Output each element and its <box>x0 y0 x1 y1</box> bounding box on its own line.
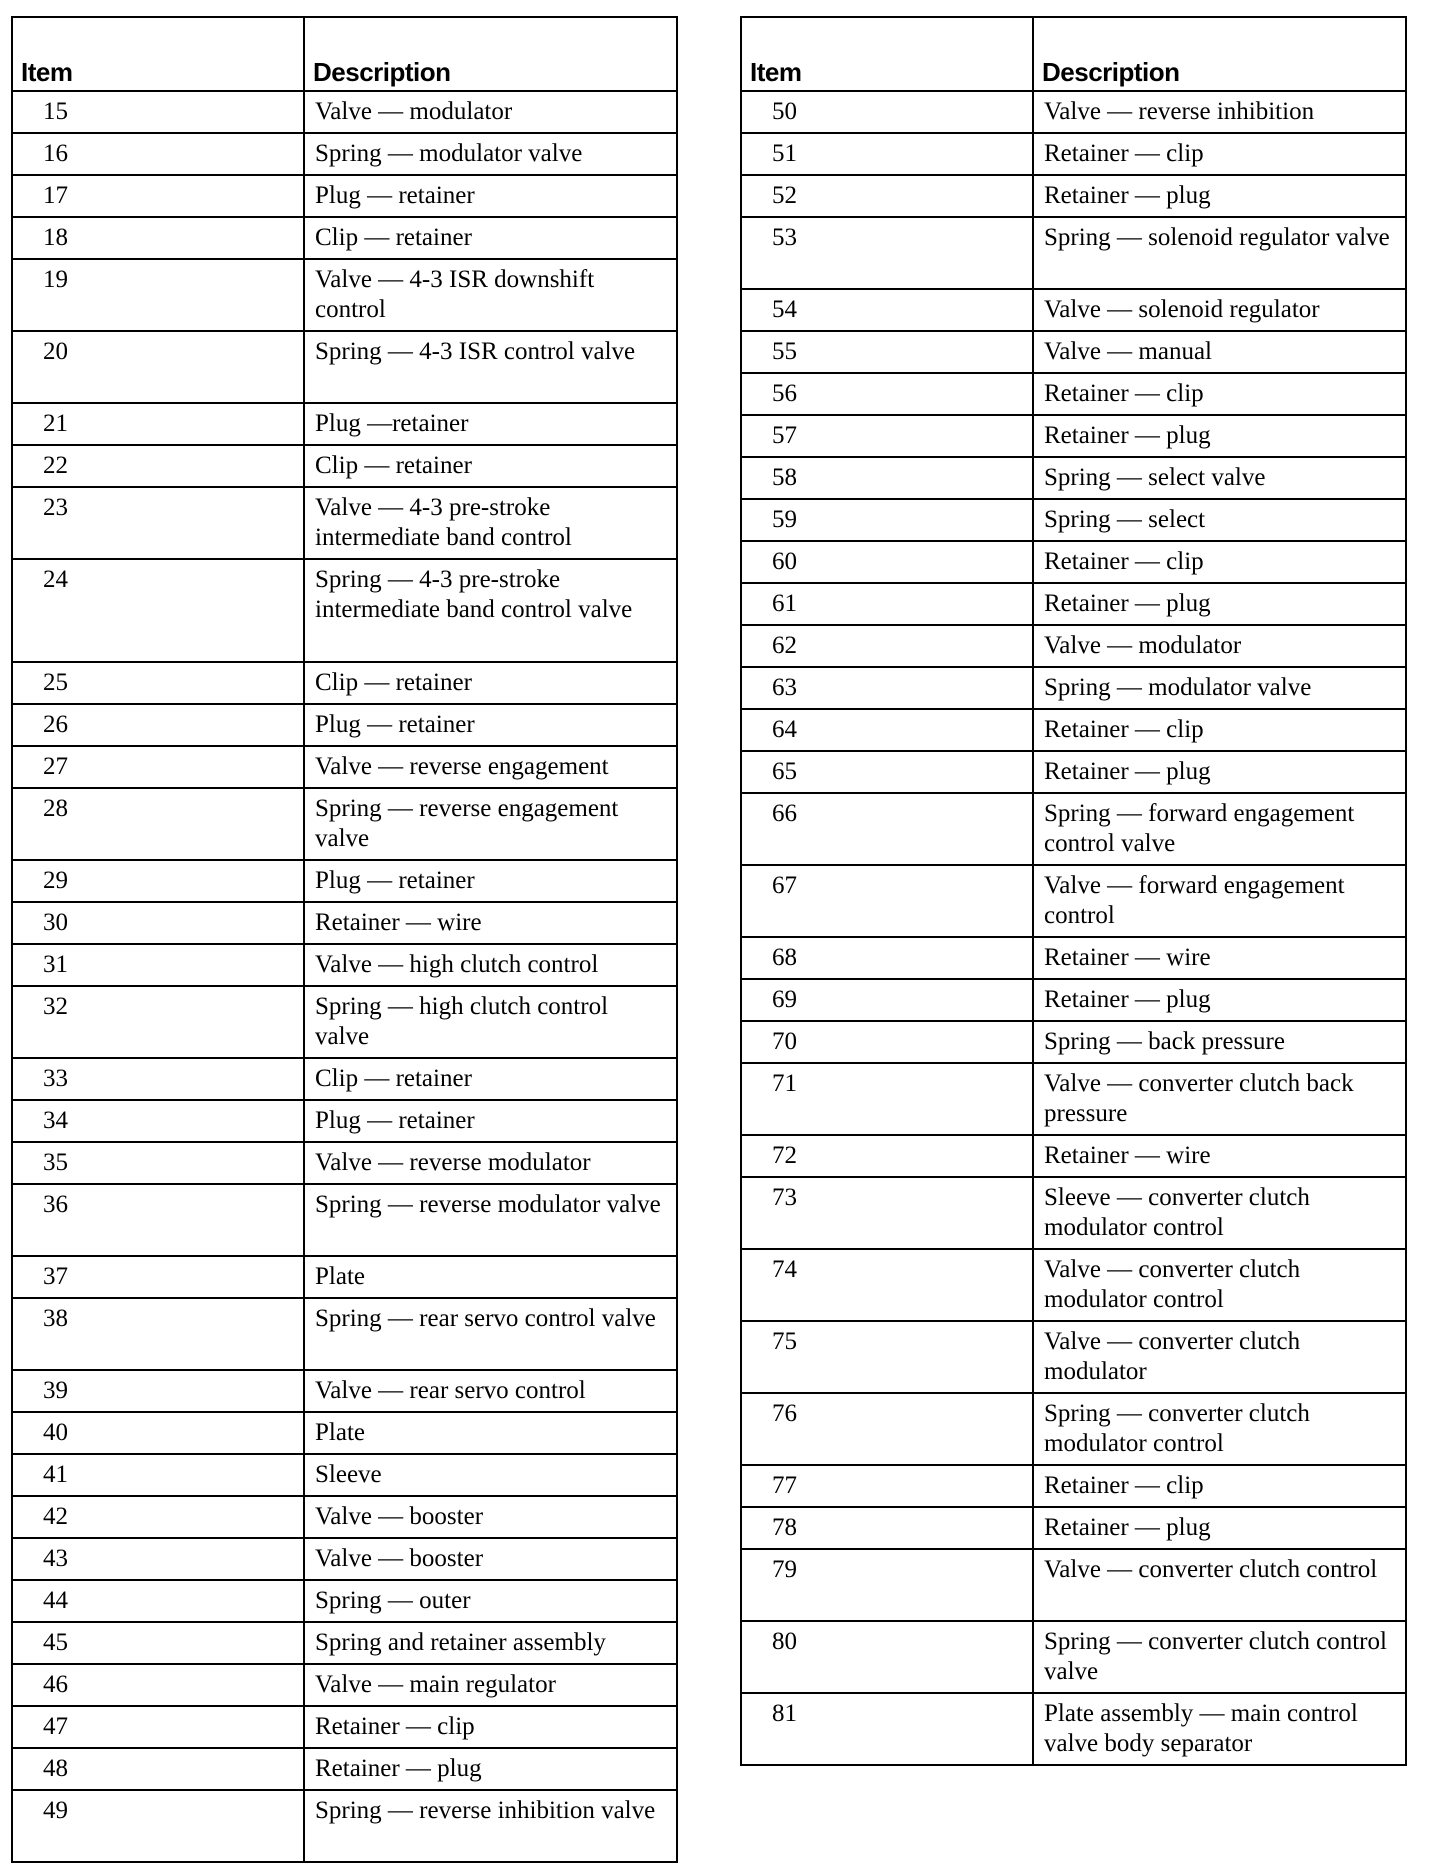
table-row <box>741 1321 1406 1393</box>
item-number-cell: 23 <box>12 487 304 559</box>
item-number-cell: 81 <box>741 1693 1033 1765</box>
right-table-body <box>741 91 1406 1765</box>
item-number-cell: 79 <box>741 1549 1033 1621</box>
table-row <box>12 331 677 403</box>
table-row <box>12 1298 677 1370</box>
item-number-cell: 72 <box>741 1135 1033 1177</box>
item-description-cell: Retainer — plug <box>1033 583 1406 625</box>
table-row <box>12 1748 677 1790</box>
table-row <box>741 289 1406 331</box>
item-description-cell: Retainer — plug <box>1033 175 1406 217</box>
table-row <box>12 91 677 133</box>
item-number-cell: 20 <box>12 331 304 403</box>
table-row <box>12 662 677 704</box>
item-description-cell: Plug — retainer <box>304 1100 677 1142</box>
item-number-cell: 43 <box>12 1538 304 1580</box>
item-description-cell: Valve — 4-3 pre-stroke intermediate band control <box>304 487 677 559</box>
table-row <box>741 133 1406 175</box>
item-description-cell: Spring — back pressure <box>1033 1021 1406 1063</box>
item-number-cell: 16 <box>12 133 304 175</box>
item-description-cell: Plate assembly — main control valve body separator <box>1033 1693 1406 1765</box>
table-row <box>12 704 677 746</box>
item-description-cell: Valve — solenoid regulator <box>1033 289 1406 331</box>
table-row <box>12 986 677 1058</box>
table-row <box>12 860 677 902</box>
item-description-cell: Spring — modulator valve <box>1033 667 1406 709</box>
item-number-cell: 46 <box>12 1664 304 1706</box>
item-description-cell: Retainer — plug <box>1033 415 1406 457</box>
item-number-cell: 22 <box>12 445 304 487</box>
item-description-cell: Spring — select <box>1033 499 1406 541</box>
table-row <box>12 1622 677 1664</box>
item-description-cell: Clip — retainer <box>304 445 677 487</box>
item-description-cell: Valve — manual <box>1033 331 1406 373</box>
item-number-cell: 31 <box>12 944 304 986</box>
item-number-cell: 21 <box>12 403 304 445</box>
item-description-cell: Spring and retainer assembly <box>304 1622 677 1664</box>
item-number-cell: 60 <box>741 541 1033 583</box>
item-description-cell: Spring — reverse modulator valve <box>304 1184 677 1256</box>
item-column-header: Item <box>741 17 1033 91</box>
table-row <box>12 1538 677 1580</box>
item-number-cell: 53 <box>741 217 1033 289</box>
item-description-cell: Spring — high clutch control valve <box>304 986 677 1058</box>
table-row <box>741 91 1406 133</box>
item-description-cell: Retainer — clip <box>1033 541 1406 583</box>
item-description-cell: Retainer — plug <box>1033 751 1406 793</box>
item-description-cell: Retainer — clip <box>1033 1465 1406 1507</box>
item-description-cell: Sleeve <box>304 1454 677 1496</box>
item-number-cell: 40 <box>12 1412 304 1454</box>
item-number-cell: 74 <box>741 1249 1033 1321</box>
table-row <box>741 667 1406 709</box>
table-row <box>741 1063 1406 1135</box>
table-row <box>741 709 1406 751</box>
table-row <box>741 1507 1406 1549</box>
table-row <box>741 937 1406 979</box>
item-description-cell: Plug — retainer <box>304 860 677 902</box>
item-number-cell: 48 <box>12 1748 304 1790</box>
item-column-header: Item <box>12 17 304 91</box>
item-number-cell: 62 <box>741 625 1033 667</box>
item-description-cell: Plug — retainer <box>304 175 677 217</box>
item-description-cell: Sleeve — converter clutch modulator control <box>1033 1177 1406 1249</box>
item-number-cell: 59 <box>741 499 1033 541</box>
item-number-cell: 28 <box>12 788 304 860</box>
table-row <box>12 1790 677 1862</box>
table-row <box>12 133 677 175</box>
item-description-cell: Valve — 4-3 ISR downshift control <box>304 259 677 331</box>
table-row <box>741 1549 1406 1621</box>
table-row <box>12 445 677 487</box>
item-description-cell: Valve — reverse modulator <box>304 1142 677 1184</box>
table-header-row <box>12 17 677 91</box>
item-description-cell: Spring — reverse inhibition valve <box>304 1790 677 1862</box>
item-number-cell: 51 <box>741 133 1033 175</box>
item-number-cell: 71 <box>741 1063 1033 1135</box>
item-number-cell: 52 <box>741 175 1033 217</box>
item-number-cell: 68 <box>741 937 1033 979</box>
right-parts-table <box>740 16 1407 1766</box>
item-description-cell: Valve — booster <box>304 1496 677 1538</box>
table-row <box>12 175 677 217</box>
table-row <box>741 583 1406 625</box>
item-description-cell: Retainer — clip <box>1033 709 1406 751</box>
table-row <box>12 1496 677 1538</box>
item-number-cell: 80 <box>741 1621 1033 1693</box>
table-row <box>741 1393 1406 1465</box>
item-number-cell: 38 <box>12 1298 304 1370</box>
item-number-cell: 69 <box>741 979 1033 1021</box>
item-description-cell: Retainer — plug <box>1033 979 1406 1021</box>
item-description-cell: Spring — solenoid regulator valve <box>1033 217 1406 289</box>
item-description-cell: Spring — rear servo control valve <box>304 1298 677 1370</box>
item-number-cell: 77 <box>741 1465 1033 1507</box>
table-row <box>741 865 1406 937</box>
item-number-cell: 27 <box>12 746 304 788</box>
item-description-cell: Clip — retainer <box>304 217 677 259</box>
item-number-cell: 56 <box>741 373 1033 415</box>
left-table-body <box>12 91 677 1862</box>
table-row <box>12 1142 677 1184</box>
table-row <box>741 1135 1406 1177</box>
item-description-cell: Valve — converter clutch back pressure <box>1033 1063 1406 1135</box>
table-row <box>741 1693 1406 1765</box>
item-number-cell: 73 <box>741 1177 1033 1249</box>
table-row <box>741 331 1406 373</box>
item-description-cell: Valve — converter clutch modulator control <box>1033 1249 1406 1321</box>
item-description-cell: Spring — 4-3 pre-stroke intermediate band control valve <box>304 559 677 662</box>
item-number-cell: 25 <box>12 662 304 704</box>
item-description-cell: Clip — retainer <box>304 1058 677 1100</box>
item-description-cell: Plate <box>304 1256 677 1298</box>
table-row <box>741 415 1406 457</box>
table-row <box>12 403 677 445</box>
item-description-cell: Valve — main regulator <box>304 1664 677 1706</box>
item-number-cell: 29 <box>12 860 304 902</box>
item-description-cell: Retainer — clip <box>1033 133 1406 175</box>
table-row <box>12 1058 677 1100</box>
item-description-cell: Plug —retainer <box>304 403 677 445</box>
item-number-cell: 30 <box>12 902 304 944</box>
table-row <box>12 1664 677 1706</box>
table-row <box>12 217 677 259</box>
table-row <box>741 751 1406 793</box>
item-description-cell: Retainer — wire <box>1033 1135 1406 1177</box>
table-row <box>741 457 1406 499</box>
table-row <box>12 1100 677 1142</box>
item-number-cell: 67 <box>741 865 1033 937</box>
table-row <box>741 979 1406 1021</box>
item-description-cell: Plug — retainer <box>304 704 677 746</box>
item-description-cell: Spring — converter clutch modulator control <box>1033 1393 1406 1465</box>
left-parts-table <box>11 16 678 1863</box>
item-description-cell: Retainer — plug <box>304 1748 677 1790</box>
table-row <box>12 788 677 860</box>
table-row <box>12 746 677 788</box>
table-row <box>12 1706 677 1748</box>
table-row <box>741 1177 1406 1249</box>
item-number-cell: 41 <box>12 1454 304 1496</box>
table-row <box>12 1412 677 1454</box>
item-number-cell: 63 <box>741 667 1033 709</box>
item-number-cell: 17 <box>12 175 304 217</box>
item-number-cell: 24 <box>12 559 304 662</box>
table-row <box>12 1454 677 1496</box>
table-row <box>12 259 677 331</box>
table-row <box>741 217 1406 289</box>
item-description-cell: Valve — rear servo control <box>304 1370 677 1412</box>
item-number-cell: 50 <box>741 91 1033 133</box>
item-description-cell: Valve — high clutch control <box>304 944 677 986</box>
item-number-cell: 66 <box>741 793 1033 865</box>
item-number-cell: 64 <box>741 709 1033 751</box>
item-number-cell: 75 <box>741 1321 1033 1393</box>
table-row <box>741 1621 1406 1693</box>
item-number-cell: 54 <box>741 289 1033 331</box>
table-row <box>741 1465 1406 1507</box>
item-description-cell: Retainer — wire <box>1033 937 1406 979</box>
item-number-cell: 18 <box>12 217 304 259</box>
table-row <box>741 1249 1406 1321</box>
item-number-cell: 19 <box>12 259 304 331</box>
item-number-cell: 44 <box>12 1580 304 1622</box>
item-number-cell: 57 <box>741 415 1033 457</box>
item-number-cell: 26 <box>12 704 304 746</box>
item-number-cell: 76 <box>741 1393 1033 1465</box>
description-column-header: Description <box>1033 17 1406 91</box>
table-row <box>741 175 1406 217</box>
table-row <box>12 559 677 662</box>
item-description-cell: Retainer — plug <box>1033 1507 1406 1549</box>
item-number-cell: 42 <box>12 1496 304 1538</box>
item-description-cell: Valve — converter clutch modulator <box>1033 1321 1406 1393</box>
item-description-cell: Spring — modulator valve <box>304 133 677 175</box>
table-row <box>12 944 677 986</box>
table-row <box>12 487 677 559</box>
item-number-cell: 39 <box>12 1370 304 1412</box>
item-number-cell: 37 <box>12 1256 304 1298</box>
item-number-cell: 78 <box>741 1507 1033 1549</box>
item-number-cell: 33 <box>12 1058 304 1100</box>
table-row <box>741 793 1406 865</box>
table-row <box>741 1021 1406 1063</box>
table-row <box>12 1370 677 1412</box>
item-description-cell: Valve — modulator <box>304 91 677 133</box>
table-row <box>12 1256 677 1298</box>
item-description-cell: Valve — reverse inhibition <box>1033 91 1406 133</box>
item-number-cell: 45 <box>12 1622 304 1664</box>
table-row <box>12 1184 677 1256</box>
item-number-cell: 15 <box>12 91 304 133</box>
table-row <box>741 625 1406 667</box>
description-column-header: Description <box>304 17 677 91</box>
item-description-cell: Valve — reverse engagement <box>304 746 677 788</box>
item-description-cell: Valve — modulator <box>1033 625 1406 667</box>
item-number-cell: 70 <box>741 1021 1033 1063</box>
item-description-cell: Spring — forward engagement control valve <box>1033 793 1406 865</box>
item-number-cell: 36 <box>12 1184 304 1256</box>
table-row <box>12 1580 677 1622</box>
table-row <box>741 373 1406 415</box>
item-description-cell: Spring — converter clutch control valve <box>1033 1621 1406 1693</box>
item-number-cell: 47 <box>12 1706 304 1748</box>
table-row <box>12 902 677 944</box>
item-description-cell: Spring — select valve <box>1033 457 1406 499</box>
table-row <box>741 541 1406 583</box>
item-description-cell: Valve — converter clutch control <box>1033 1549 1406 1621</box>
item-number-cell: 49 <box>12 1790 304 1862</box>
item-description-cell: Retainer — clip <box>304 1706 677 1748</box>
item-number-cell: 58 <box>741 457 1033 499</box>
item-description-cell: Spring — 4-3 ISR control valve <box>304 331 677 403</box>
item-description-cell: Spring — reverse engagement valve <box>304 788 677 860</box>
table-header-row <box>741 17 1406 91</box>
item-description-cell: Retainer — clip <box>1033 373 1406 415</box>
item-description-cell: Plate <box>304 1412 677 1454</box>
item-description-cell: Spring — outer <box>304 1580 677 1622</box>
item-description-cell: Valve — forward engagement control <box>1033 865 1406 937</box>
item-number-cell: 55 <box>741 331 1033 373</box>
item-number-cell: 34 <box>12 1100 304 1142</box>
item-description-cell: Clip — retainer <box>304 662 677 704</box>
item-number-cell: 35 <box>12 1142 304 1184</box>
item-number-cell: 65 <box>741 751 1033 793</box>
item-number-cell: 61 <box>741 583 1033 625</box>
table-row <box>741 499 1406 541</box>
item-description-cell: Retainer — wire <box>304 902 677 944</box>
item-number-cell: 32 <box>12 986 304 1058</box>
item-description-cell: Valve — booster <box>304 1538 677 1580</box>
